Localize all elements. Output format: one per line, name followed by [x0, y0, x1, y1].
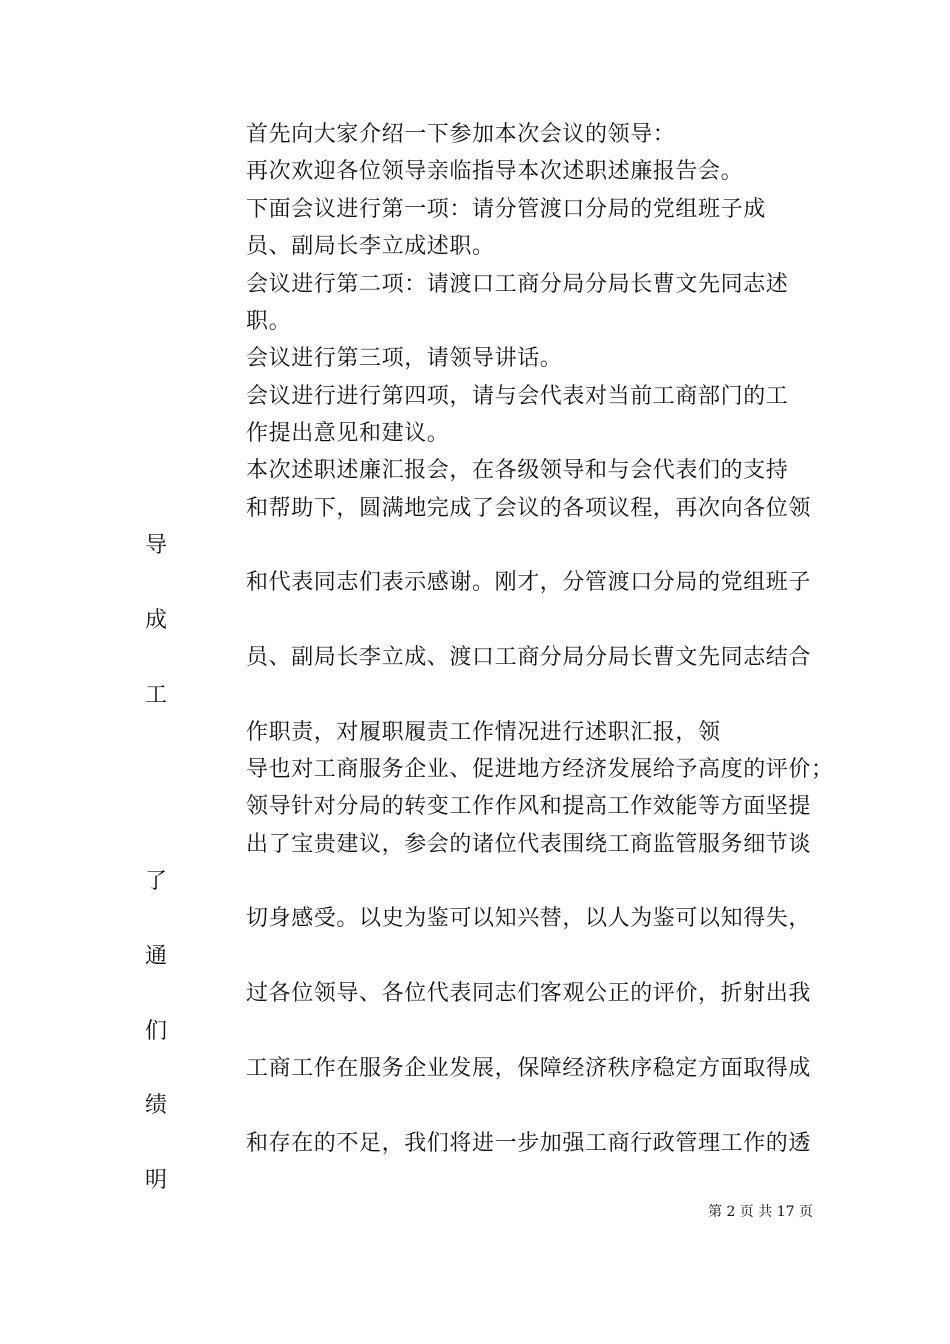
text-line: 再次欢迎各位领导亲临指导本次述职述廉报告会。	[246, 159, 744, 184]
text-line: 会议进行第三项，请领导讲话。	[246, 346, 563, 371]
text-line: 员、副局长李立成、渡口工商分局分局长曹文先同志结合	[246, 645, 812, 670]
orphan-char: 了	[145, 869, 168, 894]
text-line: 和存在的不足，我们将进一步加强工商行政管理工作的透	[246, 1131, 812, 1156]
text-line: 导也对工商服务企业、促进地方经济发展给予高度的评价；	[246, 757, 834, 782]
text-line: 本次述职述廉汇报会，在各级领导和与会代表们的支持	[246, 458, 789, 483]
text-line: 职。	[246, 309, 292, 334]
text-line: 领导针对分局的转变工作作风和提高工作效能等方面坚提	[246, 794, 812, 819]
text-line: 会议进行第二项：请渡口工商分局分局长曹文先同志述	[246, 272, 789, 297]
orphan-char: 通	[145, 944, 168, 969]
text-line: 下面会议进行第一项：请分管渡口分局的党组班子成	[246, 197, 766, 222]
text-line: 作提出意见和建议。	[246, 421, 450, 446]
text-line: 切身感受。以史为鉴可以知兴替，以人为鉴可以知得失，	[246, 906, 812, 931]
orphan-char: 明	[145, 1168, 168, 1193]
text-line: 员、副局长李立成述职。	[246, 234, 495, 259]
orphan-char: 们	[145, 1019, 168, 1044]
text-line: 过各位领导、各位代表同志们客观公正的评价，折射出我	[246, 981, 812, 1006]
text-line: 出了宝贵建议，参会的诸位代表围绕工商监管服务细节谈	[246, 832, 812, 857]
text-line: 和代表同志们表示感谢。刚才，分管渡口分局的党组班子	[246, 570, 812, 595]
text-line: 首先向大家介绍一下参加本次会议的领导：	[246, 122, 676, 147]
orphan-char: 工	[145, 683, 168, 708]
text-line: 和帮助下，圆满地完成了会议的各项议程，再次向各位领	[246, 496, 812, 521]
text-line: 作职责，对履职履责工作情况进行述职汇报，领	[246, 720, 721, 745]
orphan-char: 成	[145, 608, 168, 633]
orphan-char: 导	[145, 533, 168, 558]
page-indicator: 第 2 页 共 17 页	[708, 1204, 813, 1220]
text-line: 工商工作在服务企业发展，保障经济秩序稳定方面取得成	[246, 1056, 812, 1081]
text-line: 会议进行进行第四项，请与会代表对当前工商部门的工	[246, 384, 789, 409]
orphan-char: 绩	[145, 1093, 168, 1118]
